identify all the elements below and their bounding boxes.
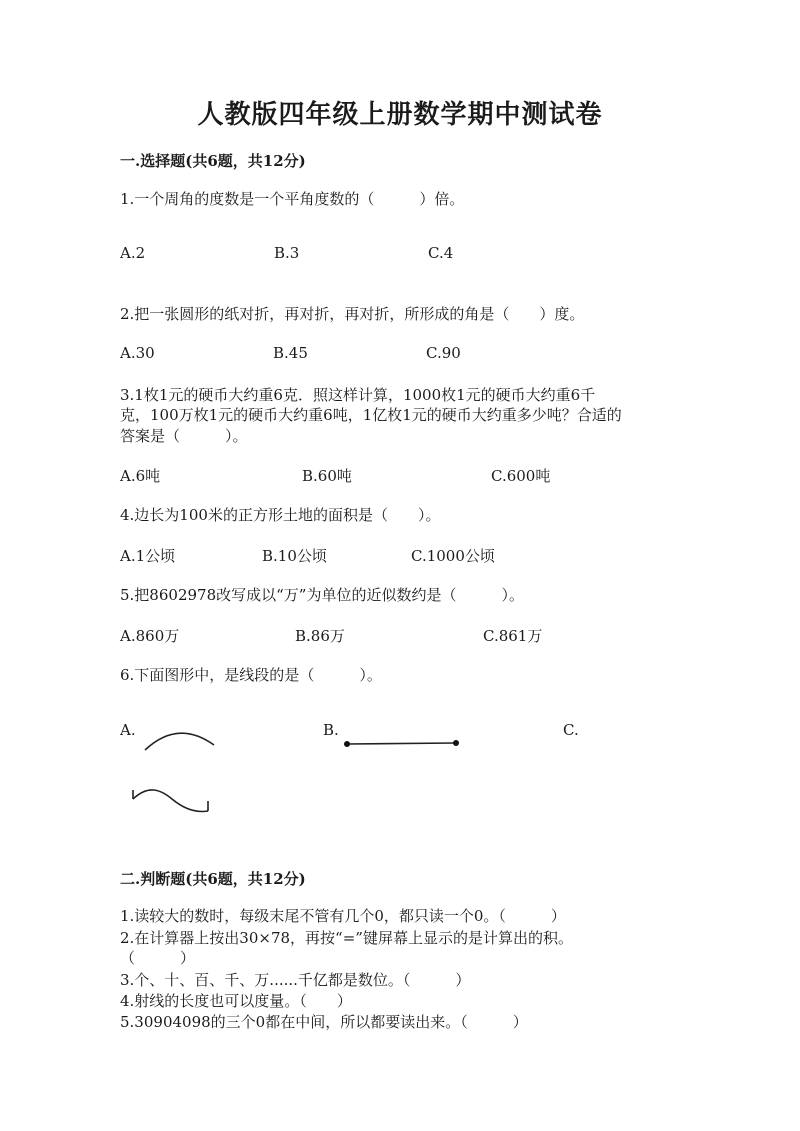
section-heading-choice: 一.选择题(共6题，共12分) [120,152,306,170]
figure-c-wavy-line [128,785,218,820]
question-1: 1.一个周角的度数是一个平角度数的（ ）倍。 [120,190,465,208]
question-2-option-c: C.90 [426,344,461,362]
question-2-option-a: A.30 [120,344,155,362]
judgement-item-1: 1.读较大的数时，每级末尾不管有几个0，都只读一个0。（ ） [120,907,566,925]
question-6-option-a: A. [120,721,136,739]
question-3-option-a: A.6吨 [120,467,161,485]
question-6-option-c: C. [563,721,579,739]
question-4-option-a: A.1公顷 [120,547,176,565]
judgement-item-2: 2.在计算器上按出30×78，再按“=”键屏幕上显示的是计算出的积。 [120,929,573,947]
question-3-option-b: B.60吨 [302,467,352,485]
question-5: 5.把8602978改写成以“万”为单位的近似数约是（ ）。 [120,586,524,604]
question-6: 6.下面图形中，是线段的是（ ）。 [120,666,382,684]
question-3-line-1: 3.1枚1元的硬币大约重6克．照这样计算，1000枚1元的硬币大约重6千 [120,386,596,404]
question-1-option-c: C.4 [428,244,454,262]
question-5-option-b: B.86万 [295,627,345,645]
judgement-item-4: 4.射线的长度也可以度量。（ ） [120,992,352,1010]
question-4: 4.边长为100米的正方形土地的面积是（ ）。 [120,506,441,524]
judgement-item-2-continued: （ ） [120,949,196,967]
page-title: 人教版四年级上册数学期中测试卷 [197,100,603,130]
question-3-line-2: 克，100万枚1元的硬币大约重6吨，1亿枚1元的硬币大约重多少吨？合适的 [120,406,622,424]
question-3-line-3: 答案是（ ）。 [120,427,248,445]
question-6-option-b: B. [323,721,339,739]
judgement-item-5: 5.30904098的三个0都在中间，所以都要读出来。（ ） [120,1013,528,1031]
figure-a-curve [140,725,220,755]
section-heading-true-false: 二.判断题(共6题，共12分) [120,870,306,888]
question-1-option-b: B.3 [274,244,300,262]
question-2-option-b: B.45 [273,344,308,362]
question-4-option-b: B.10公顷 [262,547,327,565]
question-5-option-a: A.860万 [120,627,180,645]
question-2: 2.把一张圆形的纸对折，再对折，再对折，所形成的角是（ ）度。 [120,305,585,323]
question-5-option-c: C.861万 [483,627,543,645]
figure-b-line-segment [340,735,465,751]
question-1-option-a: A.2 [120,244,146,262]
judgement-item-3: 3.个、十、百、千、万......千亿都是数位。（ ） [120,971,471,989]
question-3-option-c: C.600吨 [491,467,551,485]
question-4-option-c: C.1000公顷 [411,547,495,565]
